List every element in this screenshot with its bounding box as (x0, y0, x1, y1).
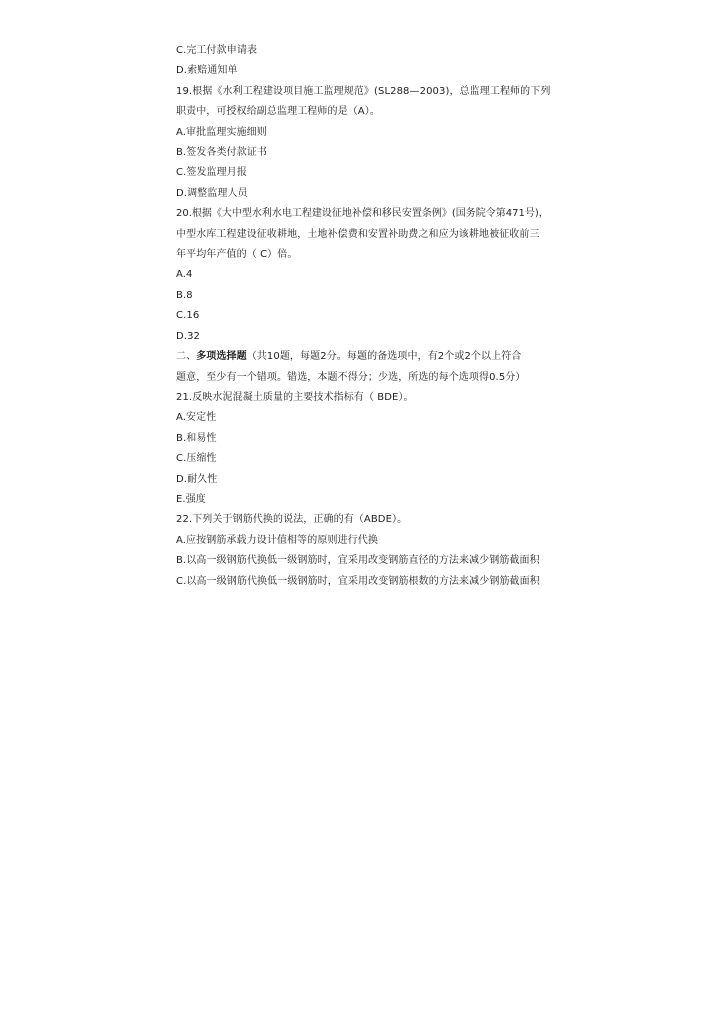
question-19-line-1: 19.根据《水利工程建设项目施工监理规范》(SL288—2003)，总监理工程师的下列 (176, 85, 551, 97)
option-d-q18: D.索赔通知单 (176, 65, 238, 77)
option-d-q20: D.32 (176, 330, 201, 342)
option-c-q18: C.完工付款申请表 (176, 45, 258, 56)
question-22: 22.下列关于钢筋代换的说法，正确的有（ABDE）。 (176, 514, 408, 526)
section-2-title: 多项选择题 (196, 351, 247, 363)
option-b-q21: B.和易性 (176, 432, 217, 444)
option-c-q21: C.压缩性 (176, 453, 217, 465)
section-2-prefix: 二、 (176, 351, 197, 363)
option-c-q22: C.以高一级钢筋代换低一级钢筋时，宜采用改变钢筋根数的方法来减少钢筋截面积 (176, 575, 540, 587)
option-a-q22: A.应按钢筋承载力设计值相等的原则进行代换 (176, 534, 378, 546)
option-b-q22: B.以高一级钢筋代换低一级钢筋时，宜采用改变钢筋直径的方法来减少钢筋截面积 (176, 555, 540, 567)
section-2-heading-line-1 (176, 347, 552, 367)
question-20-line-3: 年平均年产值的（ C）倍。 (176, 249, 298, 261)
option-b-q20: B.8 (176, 289, 193, 301)
option-c-q20: C.16 (176, 310, 200, 322)
question-21: 21.反映水泥混凝土质量的主要技术指标有（ BDE）。 (176, 391, 414, 403)
section-2-instructions: （共10题，每题2分。每题的备选项中，有2个或2个以上符合 (246, 351, 522, 363)
option-c-q19: C.签发监理月报 (176, 167, 247, 179)
option-a-q20: A.4 (176, 269, 193, 281)
option-a-q19: A.审批监理实施细则 (176, 126, 267, 138)
option-a-q21: A.安定性 (176, 412, 217, 424)
option-d-q19: D.调整监理人员 (176, 187, 248, 199)
option-b-q19: B.签发各类付款证书 (176, 147, 268, 159)
option-d-q21: D.耐久性 (176, 473, 218, 485)
question-19-line-2: 职责中，可授权给副总监理工程师的是（A）。 (176, 106, 380, 118)
section-2-heading-line-2: 题意，至少有一个错项。错选，本题不得分；少选，所选的每个选项得0.5分） (176, 371, 526, 383)
question-20-line-2: 中型水库工程建设征收耕地，土地补偿费和安置补助费之和应为该耕地被征收前三 (176, 228, 540, 240)
document-body (176, 41, 552, 592)
option-e-q21: E.强度 (176, 493, 206, 505)
question-20-line-1: 20.根据《大中型水利水电工程建设征地补偿和移民安置条例》(国务院令第471号)， (176, 208, 549, 220)
